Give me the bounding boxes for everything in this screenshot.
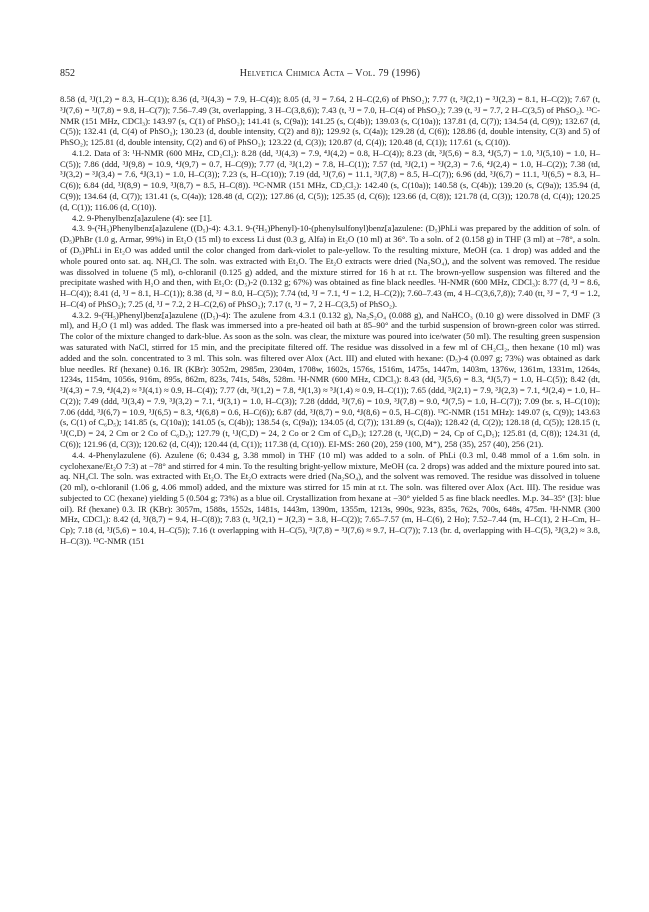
paragraph-4-3-2: 4.3.2. 9-(²H₅)Phenyl)benz[a]azulene ((D₅)-4): The azulene from 4.3.1 (0.132 g), Na₂S₂O₄ (0.088 g), and NaHCO₃ (0.10 g) were dissolved in DMF (3 ml), and H₂O (1 ml) was added. The flask was immersed into a pre-heated oil bath at 85–90° and the turbid suspension of brown-green color was stirred. The color of the mixture changed to dark-blue. As soon as the soln. was clear, the mixture was poured into ice/water (50 ml). The resulting green suspension was saturated with NaCl, stirred for 15 min, and the precipitate filtered off. The residue was dissolved in a few ml of CH₂Cl₂, then hexane (10 ml) was added and the soln. concentrated to 3 ml. This soln. was filtered over Alox (Act. III) and eluted with hexane: (D₅)-4 (0.097 g; 73%) was obtained as dark blue needles. Rf (hexane) 0.16. IR (KBr): 3052m, 2985m, 2304m, 1708w, 1602s, 1576s, 1516m, 1475s, 1447m, 1403m, 1376w, 1361m, 1331m, 1264s, 1234s, 1154m, 1056s, 916m, 895s, 862m, 823s, 741s, 548s, 528m. ¹H-NMR (600 MHz, CDCl₃): 8.43 (dd, ³J(5,6) = 8.3, ⁴J(5,7) = 1.0, H–C(5)); 8.42 (dt, ³J(4,3) = 7.9, ⁴J(4,2) ≈ ⁵J(4,1) ≈ 0.9, H–C(4)); 7.77 (dt, ³J(1,2) = 7.8, ⁴J(1,3) ≈ ⁵J(1,4) ≈ 0.9, H–C(1)); 7.65 (ddd, ³J(2,1) = 7.9, ³J(2,3) = 7.1, ⁴J(2,4) = 1.0, H–C(2)); 7.49 (ddd, ³J(3,4) = 7.9, ³J(3,2) = 7.1, ⁴J(3,1) = 1.0, H–C(3)); 7.28 (dddd, ³J(7,6) = 10.9, ³J(7,8) = 9.0, ⁴J(7,5) = 1.0, H–C(7)); 7.09 (br. s, H–C(10)); 7.06 (ddd, ³J(6,7) = 10.9, ³J(6,5) = 8.3, ⁴J(6,8) = 0.6, H–C(6)); 6.87 (dd, ³J(8,7) = 9.0, ⁴J(8,6) = 0.5, H–C(8)). ¹³C-NMR (151 MHz): 149.07 (s, C(9)); 143.63 (s, C(1) of C₆D₅); 141.85 (s, C(10a)); 141.05 (s, C(4b)); 138.54 (s, C(9a)); 134.05 (d, C(7)); 131.89 (s, C(4a)); 128.42 (d, C(2)); 128.18 (d, C(5)); 128.15 (t, ¹J(C,D) = 24, 2 Cm or 2 Co of C₆D₅); 127.79 (t, ¹J(C,D) = 24, 2 Co or 2 Cm of C₆D₅); 127.28 (t, ¹J(C,D) = 24, Cp of C₆D₅); 125.81 (d, C(8)); 124.31 (d, C(6)); 121.96 (d, C(3)); 120.62 (d, C(4)); 120.44 (d, C(1)); 117.38 (d, C(10)). EI-MS: 260 (20), 259 (100, M⁺), 258 (35), 257 (40), 256 (21). [60, 309, 600, 449]
journal-title: Helvetica Chimica Acta – Vol. 79 (1996) [239, 68, 421, 79]
paragraph-4-4: 4.4. 4-Phenylazulene (6). Azulene (6; 0.434 g, 3.38 mmol) in THF (10 ml) was added to a soln. of PhLi (0.3 ml, 0.48 mmol of a 1.6m soln. in cyclohexane/Et₂O 7:3) at −78° and stirred for 4 min. To the resulting bright-yellow mixture, MeOH (ca. 2 drops) was added and the mixture poured into sat. aq. NH₄Cl. The soln. was extracted with Et₂O. The Et₂O extracts were dried (Na₂SO₄), and the solvent was removed. The residue was dissolved in toluene (20 ml), o-chloranil (1.06 g, 4.06 mmol) added, and the mixture was stirred for 15 min at r.t. The soln. was filtered over Alox (Act. III). The residue was subjected to CC (hexane) yielding 5 (0.504 g; 73%) as a blue oil. Crystallization from hexane at −30° yielded 5 as fine black needles. M.p. 34–35° ([3]: blue oil). Rf (hexane) 0.3. IR (KBr): 3057m, 1588s, 1552s, 1481s, 1443m, 1390m, 1355m, 1213s, 990s, 923s, 835s, 762s, 700s, 648s, 475m. ¹H-NMR (300 MHz, CDCl₃): 8.42 (d, ³J(8,7) = 9.4, H–C(8)); 7.83 (t, ³J(2,1) = J(2,3) = 3.8, H–C(2)); 7.65–7.57 (m, H–C(6), 2 Ho); 7.52–7.44 (m, H–C(1), 2 H–Cm, H–Cp); 7.18 (d, ³J(5,6) = 10.4, H–C(5)); 7.16 (t overlapping with H–C(5), ³J(7,8) = ³J(7,6) ≈ 9.7, H–C(7)); 7.13 (br. d, overlapping with H–C(5), ³J(3,2) ≈ 3.8, H–C(3)). ¹³C-NMR (151 [60, 449, 600, 547]
running-header [60, 68, 600, 82]
paragraph-nmr-data-2: 8.58 (d, ³J(1,2) = 8.3, H–C(1)); 8.36 (d, ³J(4,3) = 7.9, H–C(4)); 8.05 (d, ³J = 7.64, 2 H–C(2,6) of PhSO₂); 7.77 (t, ³J(2,1) = ³J(2,3) = 8.1, H–C(2)); 7.67 (t, ³J(7,6) = ³J(7,8) = 9.8, H–C(7)); 7.56–7.49 (3t, overlapping, 3 H–C(3,8,6)); 7.43 (t, ³J = 7.0, H–C(4) of PhSO₂); 7.39 (t, ³J = 7.7, 2 H–C(3,5) of PhSO₂). ¹³C-NMR (151 MHz, CDCl₃): 143.97 (s, C(1) of PhSO₂); 141.41 (s, C(9a)); 141.25 (s, C(4b)); 139.03 (s, C(10a)); 137.81 (d, C(7)); 134.54 (d, C(9)); 132.67 (d, C(5)); 132.41 (d, C(4) of PhSO₂); 130.23 (d, double intensity, C(2) and 8)); 129.92 (s, C(4a)); 129.28 (d, C(6)); 128.86 (d, double intensity, C(3) and 5) of PhSO₂); 125.81 (d, double intensity, C(2) and 6) of PhSO₂); 123.22 (d, C(3)); 120.87 (d, C(4)); 120.48 (d, C(1)); 117.61 (s, C(10)). [60, 94, 600, 148]
paragraph-4-2: 4.2. 9-Phenylbenz[a]azulene (4): see [1]. [72, 212, 213, 223]
journal-page [60, 68, 600, 547]
page-number: 852 [60, 68, 75, 79]
article-body [60, 94, 600, 547]
paragraph-4-1-2: 4.1.2. Data of 3: ¹H-NMR (600 MHz, CD₂Cl₂): 8.28 (dd, ³J(4,3) = 7.9, ⁴J(4,2) = 0.8, H–C(4)); 8.23 (dt, ³J(5,6) = 8.3, ⁴J(5,7) = 1.0, ⁵J(5,10) = 1.0, H–C(5)); 7.86 (ddd, ³J(9,8) = 10.9, ⁴J(9,7) = 0.7, H–C(9)); 7.77 (d, ³J(1,2) = 7.8, H–C(1)); 7.57 (td, ³J(2,1) = ³J(2,3) = 7.6, ⁴J(2,4) = 1.0, H–C(2)); 7.38 (td, ³J(3,2) = ³J(3,4) = 7.6, ⁴J(3,1) = 1.0, H–C(3)); 7.23 (s, H–C(10)); 7.19 (dd, ³J(7,6) = 11.1, ³J(7,8) = 8.5, H–C(7)); 6.96 (dd, ³J(6,7) = 11.1, ³J(6,5) = 8.3, H–C(6)); 6.84 (dd, ³J(8,9) = 10.9, ³J(8,7) = 8.5, H–C(8)). ¹³C-NMR (151 MHz, CD₂Cl₂): 142.40 (s, C(10a)); 140.58 (s, C(4b)); 139.20 (s, C(9a)); 135.94 (d, C(9)); 134.64 (d, C(7)); 131.41 (s, C(4a)); 128.48 (d, C(2)); 127.86 (d, C(5)); 125.35 (d, C(6)); 123.66 (d, C(8)); 121.78 (d, C(3)); 120.78 (d, C(4)); 120.25 (d, C(1)); 116.06 (d, C(10)). [60, 147, 600, 212]
paragraph-4-3: 4.3. 9-(²H₅)Phenylbenz[a]azulene ((D₅)-4): 4.3.1. 9-(²H₅)Phenyl)-10-(phenylsulfonyl)benz[a]azulene: (D₅)PhLi was prepared by the addition of soln. of (D₅)PhBr (1.0 g, Armar, 99%) in Et₂O (15 ml) to excess Li dust (0.3 g, Alfa) in Et₂O (10 ml) at 36°. To a soln. of 2 (0.158 g) in THF (3 ml) at −78°, a soln. of (D₅)PhLi in Et₂O was added until the color changed from dark-violet to pale-yellow. To the resulting mixture, MeOH (ca. 1 drop) was added and the whole poured onto sat. aq. NH₄Cl. The soln. was extracted with Et₂O. The Et₂O extracts were dried (Na₂SO₄), and the solvent was removed. The residue was dissolved in toluene (5 ml), o-chloranil (0.125 g) added, and the mixture stirred for 16 h at r.t. The brown-yellow suspension was filtered and the precipitate washed with H₂O and then, with Et₂O: (D₅)-2 (0.132 g; 67%) was obtained as fine black needles. ¹H-NMR (600 MHz, CDCl₃): 8.77 (d, ³J = 8.6, H–C(4)); 8.41 (d, ³J = 8.1, H–C(1)); 8.38 (d, ³J = 8.0, H–C(5)); 7.74 (td, ³J = 7.1, ⁴J = 1.2, H–C(2)); 7.60–7.43 (m, 4 H–C(3,6,7,8)); 7.40 (tt, ³J = 7, ⁴J = 1.2, H–C(4) of PhSO₂); 7.25 (d, ³J = 7.2, 2 H–C(2,6) of PhSO₂); 7.17 (t, ³J = 7, 2 H–C(3,5) of PhSO₂). [60, 223, 600, 309]
